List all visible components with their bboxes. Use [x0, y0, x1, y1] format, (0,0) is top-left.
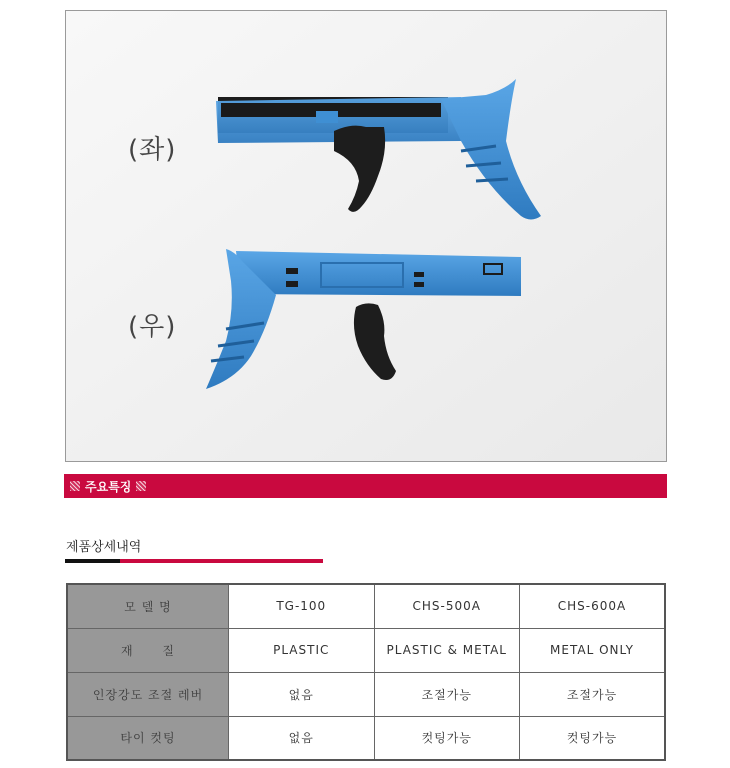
- title-underline-dark: [65, 559, 120, 563]
- tie-gun-illustration: [66, 11, 666, 461]
- spec-table: [66, 583, 666, 761]
- table-cell: CHS-500A: [374, 584, 520, 628]
- product-photo: [65, 10, 667, 462]
- table-cell: TG-100: [229, 584, 375, 628]
- section-title: 제품상세내역: [66, 540, 142, 555]
- table-cell: 조절가능: [520, 672, 666, 716]
- title-underline-red: [120, 559, 323, 563]
- banner-content: [70, 478, 146, 494]
- table-cell: CHS-600A: [520, 584, 666, 628]
- table-row: [67, 672, 665, 716]
- row-header: 재 질: [67, 628, 229, 672]
- table-cell: PLASTIC: [229, 628, 375, 672]
- table-cell: 컷팅가능: [374, 716, 520, 760]
- table-row: [67, 628, 665, 672]
- hatch-icon: [136, 481, 146, 491]
- row-header: 인장강도 조절 레버: [67, 672, 229, 716]
- row-header: 모 델 명: [67, 584, 229, 628]
- table-cell: PLASTIC & METAL: [374, 628, 520, 672]
- label-left: (좌): [128, 135, 177, 165]
- table-cell: 컷팅가능: [520, 716, 666, 760]
- table-row: [67, 584, 665, 628]
- table-row: [67, 716, 665, 760]
- row-header: 타이 컷팅: [67, 716, 229, 760]
- table-cell: 조절가능: [374, 672, 520, 716]
- banner-title: 주요특징: [85, 479, 132, 494]
- table-cell: 없음: [229, 672, 375, 716]
- table-cell: METAL ONLY: [520, 628, 666, 672]
- hatch-icon: [70, 481, 80, 491]
- label-right: (우): [128, 312, 177, 342]
- table-cell: 없음: [229, 716, 375, 760]
- features-banner: [64, 474, 667, 498]
